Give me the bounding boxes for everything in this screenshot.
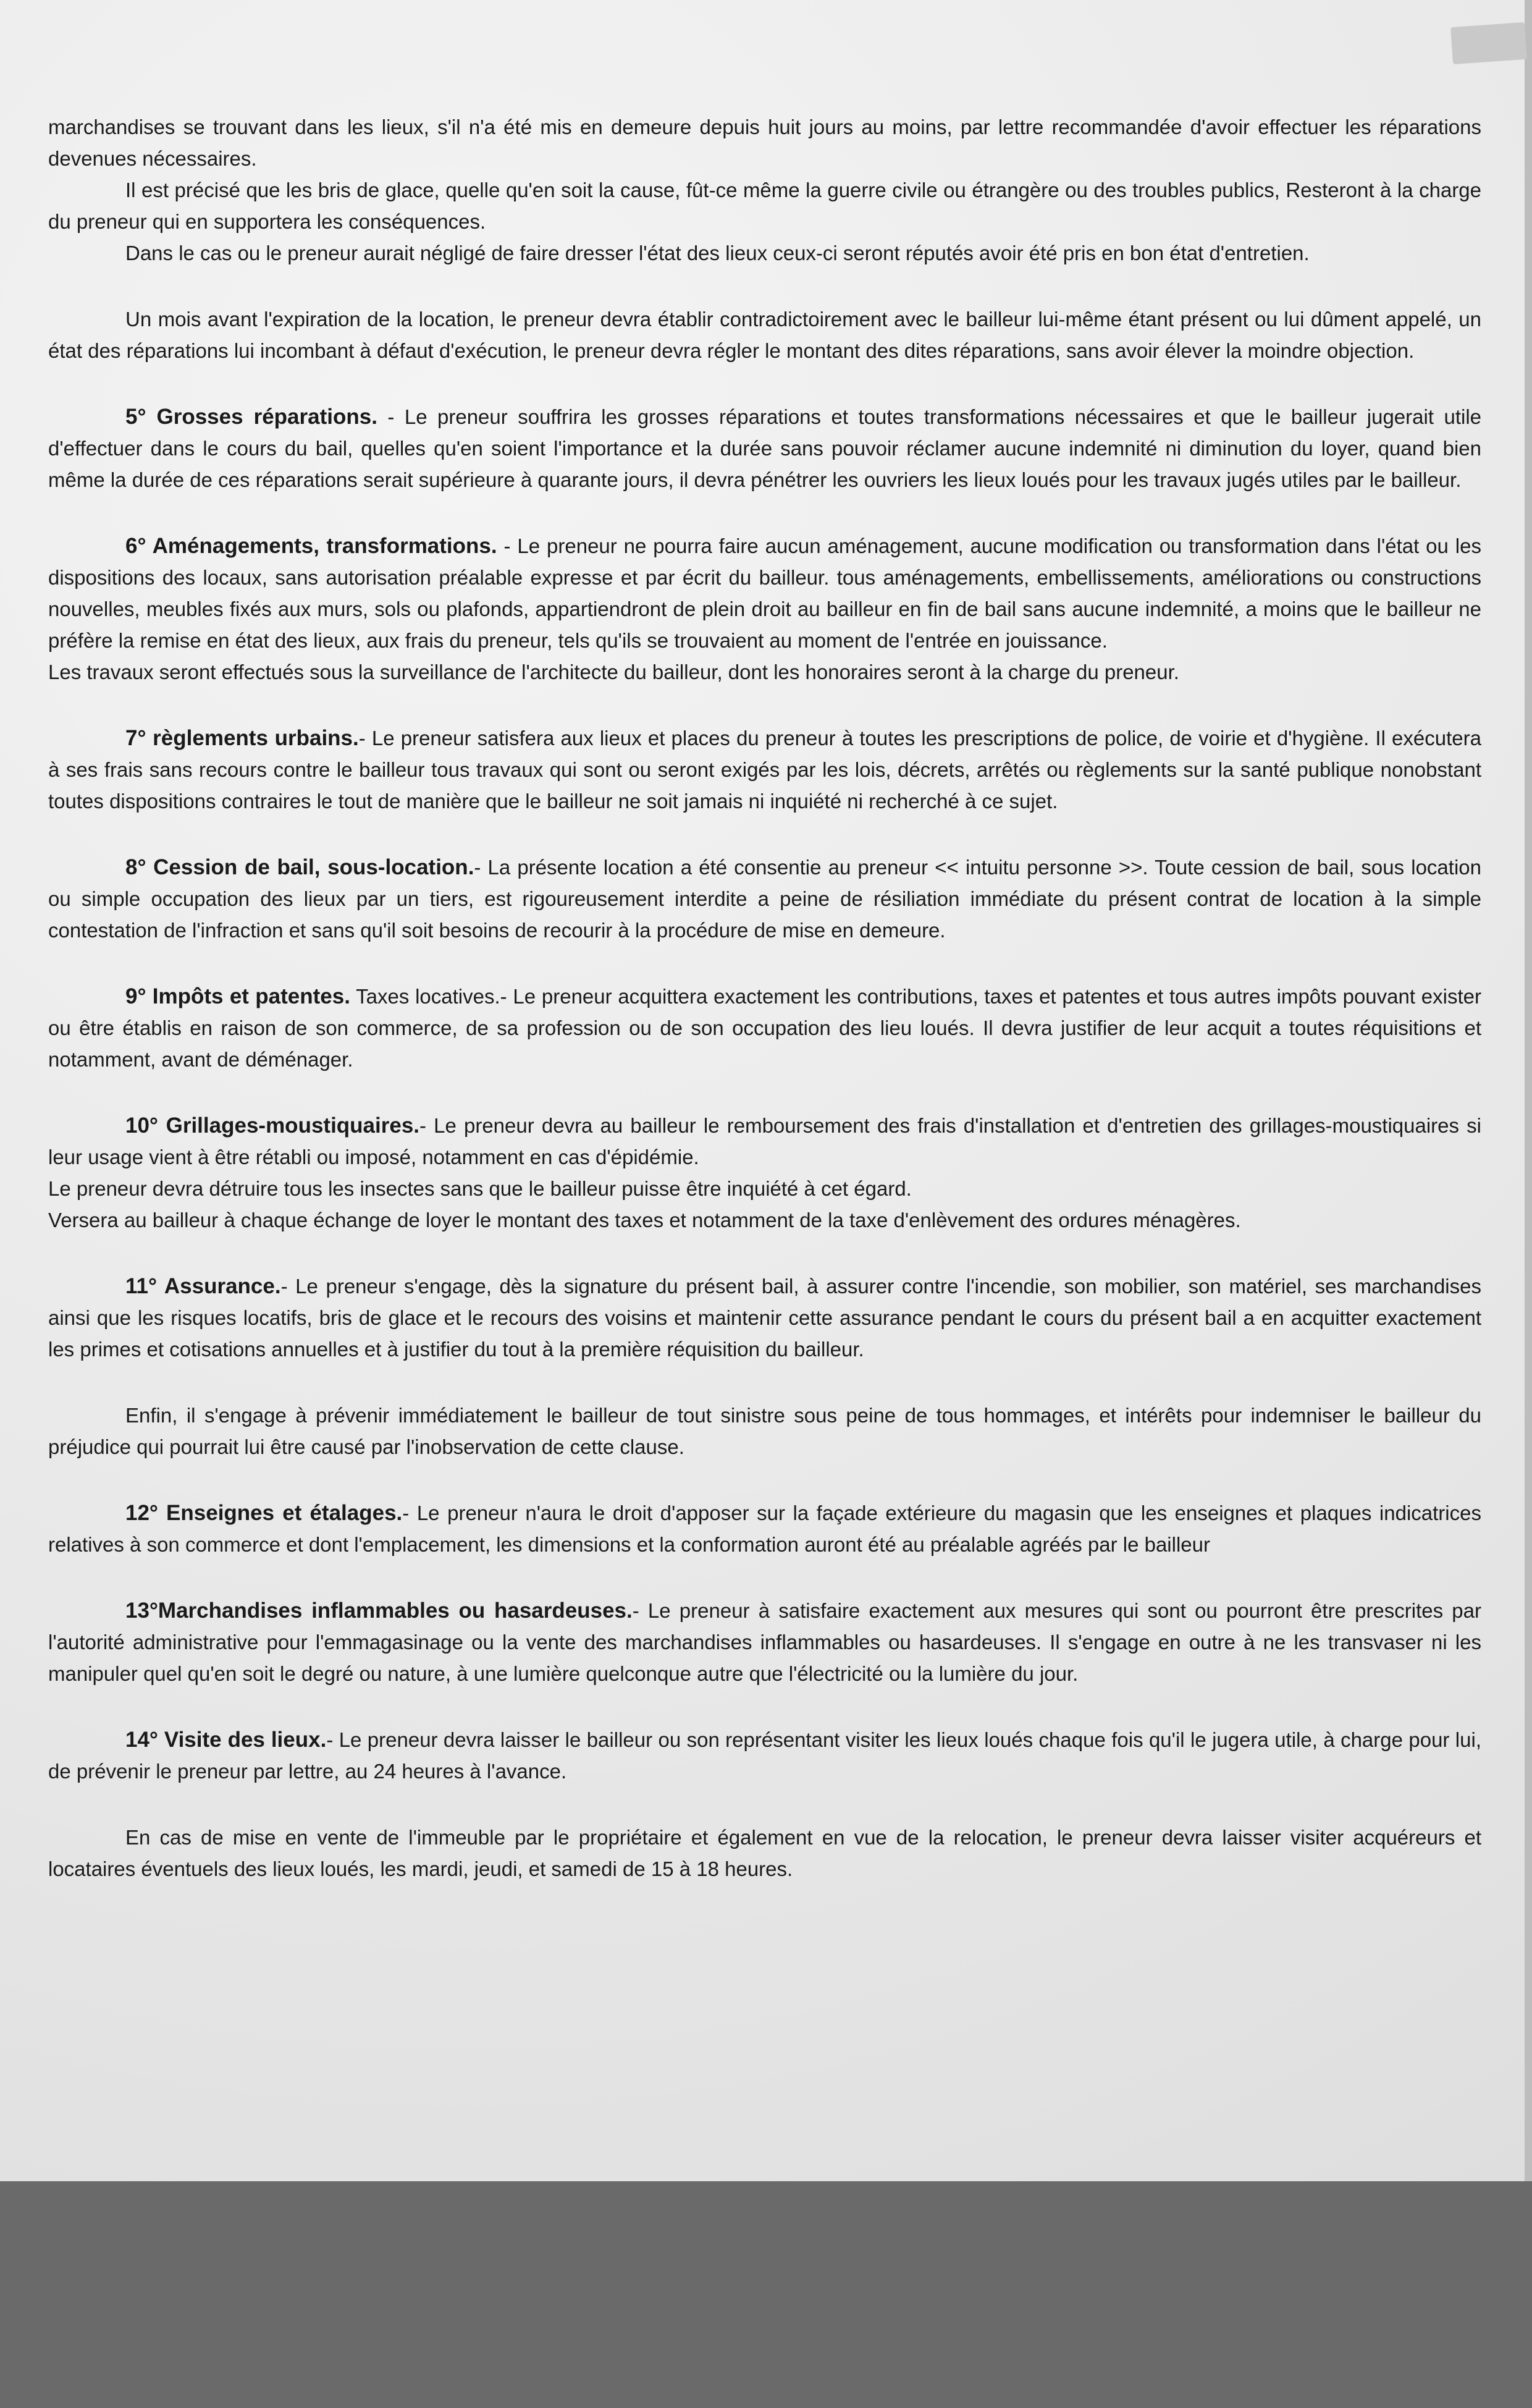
article-12-title: 12° Enseignes et étalages. [125, 1501, 403, 1525]
article-5 [48, 401, 1481, 496]
article-11 [48, 1270, 1481, 1365]
article-5-title: 5° Grosses réparations. [125, 405, 377, 429]
paragraph-intro: marchandises se trouvant dans les lieux, s'il n'a été mis en demeure depuis huit jours au moins, par lettre recommandée d'avoir effectuer les réparations devenues nécessaires. [48, 116, 1481, 170]
scanner-background [0, 2181, 1532, 2408]
article-8-title: 8° Cession de bail, sous-location. [125, 855, 474, 879]
article-10-title: 10° Grillages-moustiquaires. [125, 1113, 420, 1138]
paragraph-glass: Il est précisé que les bris de glace, quelle qu'en soit la cause, fût-ce même la guerre civile ou étrangère ou des troubles publics, Resteront à la charge du preneur qui en supportera les conséquences. [48, 179, 1481, 233]
article-10 [48, 1110, 1481, 1173]
article-11-title: 11° Assurance. [125, 1274, 281, 1298]
article-8 [48, 851, 1481, 946]
article-14-text: - Le preneur devra laisser le bailleur ou son représentant visiter les lieux loués chaque fois qu'il le jugera utile, à charge pour lui, de prévenir le preneur par lettre, au 24 heures à l'avance. [48, 1728, 1481, 1783]
article-11-text: - Le preneur s'engage, dès la signature du présent bail, à assurer contre l'incendie, son mobilier, son matériel, ses marchandises ainsi que les risques locatifs, bris de glace et le recours des voisins et maintenir cette assurance pendant le cours du présent bail a en acquitter exactement les primes et cotisations annuelles et à justifier du tout à la première réquisition du bailleur. [48, 1275, 1481, 1361]
article-10-extra2: Versera au bailleur à chaque échange de loyer le montant des taxes et notamment de la taxe d'enlèvement des ordures ménagères. [48, 1209, 1241, 1231]
article-14-title: 14° Visite des lieux. [125, 1728, 327, 1752]
article-6-text: - Le preneur ne pourra faire aucun aménagement, aucune modification ou transformation dans l'état ou les dispositions des locaux, sans autorisation préalable expresse et par écrit du bailleur. tous aménagements, embellissements, améliorations ou constructions nouvelles, meubles fixés aux murs, sols ou plafonds, appartiendront de plein droit au bailleur en fin de bail sans aucune indemnité, a moins que le bailleur ne préfère la remise en état des lieux, aux frais du preneur, tels qu'ils se trouvaient au moment de l'entrée en jouissance. [48, 534, 1481, 652]
article-13 [48, 1595, 1481, 1689]
article-14 [48, 1724, 1481, 1787]
article-6 [48, 530, 1481, 656]
article-11-extra: Enfin, il s'engage à prévenir immédiatement le bailleur de tout sinistre sous peine de tous hommages, et intérêts pour indemniser le bailleur du préjudice qui pourrait lui être causé par l'inobservation de cette clause. [48, 1404, 1481, 1458]
article-10-text: - Le preneur devra au bailleur le remboursement des frais d'installation et d'entretien des grillages-moustiquaires si leur usage vient à être rétabli ou imposé, notamment en cas d'épidémie. [48, 1114, 1481, 1168]
paragraph-repairs-end: Un mois avant l'expiration de la location, le preneur devra établir contradictoirement avec le bailleur lui-même étant présent ou lui dûment appelé, un état des réparations lui incombant à défaut d'exécution, le preneur devra régler le montant des dites réparations, sans avoir élever la moindre objection. [48, 308, 1481, 362]
article-14-extra: En cas de mise en vente de l'immeuble par le propriétaire et également en vue de la relocation, le preneur devra laisser visiter acquéreurs et locataires éventuels des lieux loués, les mardi, jeudi, et samedi de 15 à 18 heures. [48, 1826, 1481, 1880]
article-8-text: - La présente location a été consentie au preneur << intuitu personne >>. Toute cession de bail, sous location ou simple occupation des lieux par un tiers, est rigoureusement interdite a peine de résiliation immédiate du présent contrat de location à la simple contestation de l'infraction et sans qu'il soit besoins de recourir à la procédure de mise en demeure. [48, 856, 1481, 942]
article-6-title: 6° Aménagements, transformations. [125, 534, 497, 558]
article-10-extra: Le preneur devra détruire tous les insectes sans que le bailleur puisse être inquiété à cet égard. [48, 1177, 912, 1200]
corner-tape-mark [1450, 22, 1527, 64]
article-13-title: 13°Marchandises inflammables ou hasardeuses. [125, 1599, 633, 1623]
paragraph-inventory: Dans le cas ou le preneur aurait négligé de faire dresser l'état des lieux ceux-ci seront réputés avoir été pris en bon état d'entretien. [125, 242, 1310, 264]
article-7-text: - Le preneur satisfera aux lieux et places du preneur à toutes les prescriptions de police, de voirie et d'hygiène. Il exécutera à ses frais sans recours contre le bailleur tous travaux qui sont ou seront exigés par les lois, décrets, arrêtés ou règlements sur la santé publique nonobstant toutes dispositions contraires le tout de manière que le bailleur ne soit jamais ni inquiété ni recherché à ce sujet. [48, 727, 1481, 813]
article-5-text: - Le preneur souffrira les grosses réparations et toutes transformations nécessaires et que le bailleur jugerait utile d'effectuer dans le cours du bail, quelles qu'en soient l'importance et la durée sans pouvoir réclamer aucune indemnité ni diminution du loyer, quand bien même la durée de ces réparations serait supérieure à quarante jours, il devra pénétrer les ouvriers les lieux loués pour les travaux jugés utiles par le bailleur. [48, 405, 1482, 491]
article-7-title: 7° règlements urbains. [125, 726, 359, 750]
article-13-text: - Le preneur à satisfaire exactement aux mesures qui sont ou pourront être prescrites par l'autorité administrative pour l'emmagasinage ou la vente des marchandises inflammables ou hasardeuses. Il s'engage en outre à ne les transvaser ni les manipuler quel qu'en soit le degré ou nature, à une lumière quelconque autre que l'électricité ou la lumière du jour. [48, 1599, 1482, 1685]
article-9 [48, 981, 1481, 1075]
article-9-text: Taxes locatives.- Le preneur acquittera exactement les contributions, taxes et patentes et tous autres impôts pouvant exister ou être établis en raison de son commerce, de sa profession ou de son occupation des lieu loués. Il devra justifier de leur acquit a toutes réquisitions et notamment, avant de déménager. [48, 985, 1481, 1071]
article-12 [48, 1497, 1481, 1560]
article-6-extra: Les travaux seront effectués sous la surveillance de l'architecte du bailleur, dont les honoraires seront à la charge du preneur. [48, 661, 1179, 683]
article-12-text: - Le preneur n'aura le droit d'apposer sur la façade extérieure du magasin que les enseignes et plaques indicatrices relatives à son commerce et dont l'emplacement, les dimensions et la conformation auront été au préalable agréés par le bailleur [48, 1502, 1481, 1556]
article-7 [48, 722, 1481, 817]
lease-text [48, 111, 1481, 1885]
article-9-title: 9° Impôts et patentes. [125, 984, 350, 1008]
page-edge-shadow [1525, 0, 1532, 2181]
